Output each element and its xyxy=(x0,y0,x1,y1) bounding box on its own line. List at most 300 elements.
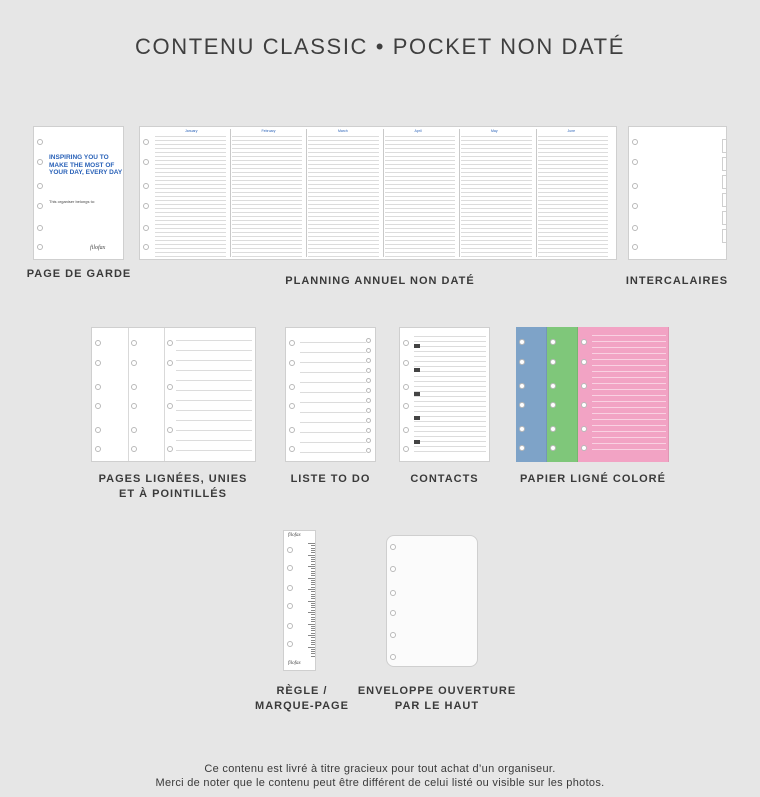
punch-hole xyxy=(403,427,409,433)
pink-ruled-line xyxy=(592,341,666,342)
punch-hole xyxy=(390,544,396,550)
ruler-tick xyxy=(311,633,315,634)
punch-hole xyxy=(131,384,137,390)
planner-row-line xyxy=(538,236,609,237)
planner-row-line xyxy=(385,240,456,241)
contacts-line xyxy=(414,441,486,442)
ruled-line xyxy=(176,410,252,411)
planner-row-line xyxy=(308,204,379,205)
planner-row-line xyxy=(538,156,609,157)
planner-row-line xyxy=(461,204,532,205)
divider-tab xyxy=(722,175,727,189)
divider-tab xyxy=(722,157,727,171)
punch-hole xyxy=(550,383,556,389)
contacts-line xyxy=(414,351,486,352)
punch-hole xyxy=(403,384,409,390)
planner-month-label: April xyxy=(414,129,422,133)
pink-ruled-line xyxy=(592,413,666,414)
planner-row-line xyxy=(385,172,456,173)
planner-row-line xyxy=(232,236,303,237)
ruler-tick xyxy=(311,614,315,615)
planner-column-divider xyxy=(306,129,307,257)
pink-ruled-line xyxy=(592,437,666,438)
planner-row-line xyxy=(385,220,456,221)
ruler-tick xyxy=(311,587,315,588)
planner-row-line xyxy=(155,144,226,145)
planner-row-line xyxy=(155,244,226,245)
pink-ruled-line xyxy=(592,389,666,390)
pink-ruled-line xyxy=(592,347,666,348)
sheet-edge xyxy=(128,328,129,462)
punch-hole xyxy=(632,139,638,145)
planner-row-line xyxy=(308,232,379,233)
ruled-pages-label-line2: ET À POINTILLÉS xyxy=(119,488,227,500)
planner-row-line xyxy=(308,224,379,225)
colored-paper-label: PAPIER LIGNÉ COLORÉ xyxy=(520,473,666,485)
planner-column-divider xyxy=(230,129,231,257)
planner-row-line xyxy=(232,216,303,217)
contacts-line xyxy=(414,401,486,402)
pink-ruled-line xyxy=(592,335,666,336)
punch-hole xyxy=(289,340,295,346)
planner-row-line xyxy=(232,212,303,213)
planner-row-line xyxy=(538,248,609,249)
punch-hole xyxy=(143,244,149,250)
planner-row-line xyxy=(461,244,532,245)
planner-row-line xyxy=(461,240,532,241)
planner-row-line xyxy=(385,244,456,245)
planner-row-line xyxy=(232,168,303,169)
planner-row-line xyxy=(385,192,456,193)
planner-row-line xyxy=(308,156,379,157)
punch-hole xyxy=(550,426,556,432)
planner-row-line xyxy=(308,172,379,173)
planner-row-line xyxy=(385,252,456,253)
pink-ruled-line xyxy=(592,431,666,432)
checkbox-icon xyxy=(366,408,371,413)
planner-row-line xyxy=(461,224,532,225)
todo-line xyxy=(300,432,366,433)
planner-row-line xyxy=(232,140,303,141)
ruler-tick xyxy=(308,647,315,648)
divider-tab xyxy=(722,229,727,243)
pink-ruled-line xyxy=(592,365,666,366)
planner-row-line xyxy=(461,172,532,173)
planner-row-line xyxy=(232,164,303,165)
planner-row-line xyxy=(232,180,303,181)
planner-row-line xyxy=(155,136,226,137)
ruler-tick xyxy=(311,580,315,581)
punch-hole xyxy=(632,203,638,209)
todo-line xyxy=(300,452,366,453)
ruled-line xyxy=(176,340,252,341)
planner-row-line xyxy=(308,188,379,189)
planner-month-label: January xyxy=(185,129,198,133)
todo-line xyxy=(300,342,366,343)
punch-hole xyxy=(550,402,556,408)
ruler-tick xyxy=(311,603,315,604)
planner-row-line xyxy=(461,236,532,237)
planner-row-line xyxy=(538,168,609,169)
planner-row-line xyxy=(538,152,609,153)
planner-row-line xyxy=(155,236,226,237)
ruler-tick xyxy=(311,649,315,650)
contacts-line xyxy=(414,376,486,377)
planner-row-line xyxy=(308,160,379,161)
punch-hole xyxy=(403,340,409,346)
punch-hole xyxy=(37,139,43,145)
planner-row-line xyxy=(461,160,532,161)
planner-row-line xyxy=(538,244,609,245)
checkbox-icon xyxy=(366,378,371,383)
ruler-tick xyxy=(311,628,315,629)
punch-hole xyxy=(581,359,587,365)
punch-hole xyxy=(390,566,396,572)
punch-hole xyxy=(403,403,409,409)
pink-ruled-line xyxy=(592,359,666,360)
punch-hole xyxy=(519,402,525,408)
planner-row-line xyxy=(385,160,456,161)
checkbox-icon xyxy=(366,348,371,353)
contacts-line xyxy=(414,406,486,407)
punch-hole xyxy=(287,623,293,629)
planner-row-line xyxy=(308,248,379,249)
planner-row-line xyxy=(308,180,379,181)
punch-hole xyxy=(143,203,149,209)
ruled-line xyxy=(176,450,252,451)
punch-hole xyxy=(581,339,587,345)
planner-month-label: March xyxy=(338,129,348,133)
punch-hole xyxy=(167,340,173,346)
divider-tab xyxy=(722,193,727,207)
planner-row-line xyxy=(308,184,379,185)
punch-hole xyxy=(95,446,101,452)
punch-hole xyxy=(289,384,295,390)
ruler-tick xyxy=(311,651,315,652)
ruler-tick xyxy=(311,617,315,618)
top-opening-envelope-thumbnail xyxy=(386,535,478,667)
ruler-tick xyxy=(311,653,315,654)
punch-hole xyxy=(519,339,525,345)
ruler-tick xyxy=(311,610,315,611)
planner-row-line xyxy=(232,240,303,241)
planner-row-line xyxy=(155,192,226,193)
punch-hole xyxy=(131,340,137,346)
dividers-thumbnail xyxy=(628,126,727,260)
planner-row-line xyxy=(155,208,226,209)
pink-ruled-line xyxy=(592,407,666,408)
planner-row-line xyxy=(232,152,303,153)
planner-row-line xyxy=(308,200,379,201)
contacts-line xyxy=(414,356,486,357)
ruled-line xyxy=(176,390,252,391)
punch-hole xyxy=(519,426,525,432)
planner-row-line xyxy=(385,168,456,169)
ruler-tick xyxy=(311,591,315,592)
planner-row-line xyxy=(232,148,303,149)
planner-row-line xyxy=(538,224,609,225)
planner-row-line xyxy=(155,164,226,165)
planner-row-line xyxy=(232,248,303,249)
planner-row-line xyxy=(461,152,532,153)
planner-row-line xyxy=(538,204,609,205)
planner-row-line xyxy=(155,172,226,173)
planner-row-line xyxy=(308,220,379,221)
planner-row-line xyxy=(232,196,303,197)
punch-hole xyxy=(289,446,295,452)
contacts-line xyxy=(414,411,486,412)
planner-row-line xyxy=(385,208,456,209)
ruler-bookmark-thumbnail xyxy=(283,530,316,671)
planner-row-line xyxy=(155,156,226,157)
punch-hole xyxy=(95,384,101,390)
ruler-logo-top: filofax xyxy=(288,533,301,538)
planner-row-line xyxy=(308,228,379,229)
planner-row-line xyxy=(538,220,609,221)
planner-month-label: June xyxy=(567,129,576,133)
contacts-entry-marker xyxy=(414,416,420,420)
ruler-tick xyxy=(311,552,315,553)
punch-hole xyxy=(550,359,556,365)
contacts-line xyxy=(414,366,486,367)
planner-row-line xyxy=(538,196,609,197)
planner-row-line xyxy=(155,176,226,177)
planner-row-line xyxy=(385,176,456,177)
planner-row-line xyxy=(385,236,456,237)
planner-row-line xyxy=(308,136,379,137)
envelope-label xyxy=(352,684,522,714)
planner-row-line xyxy=(232,184,303,185)
ruler-tick xyxy=(311,596,315,597)
contacts-line xyxy=(414,386,486,387)
planner-row-line xyxy=(155,228,226,229)
planner-row-line xyxy=(155,180,226,181)
planner-row-line xyxy=(538,160,609,161)
checkbox-icon xyxy=(366,358,371,363)
planner-row-line xyxy=(155,168,226,169)
planner-row-line xyxy=(461,168,532,169)
planner-row-line xyxy=(232,244,303,245)
ruled-pages-thumbnail xyxy=(91,327,256,462)
pink-ruled-line xyxy=(592,449,666,450)
planner-row-line xyxy=(461,176,532,177)
planner-row-line xyxy=(538,184,609,185)
punch-hole xyxy=(37,159,43,165)
annual-planner-thumbnail xyxy=(139,126,617,260)
ruled-line xyxy=(176,430,252,431)
contacts-thumbnail xyxy=(399,327,490,462)
contacts-entry-marker xyxy=(414,392,420,396)
planner-row-line xyxy=(308,252,379,253)
punch-hole xyxy=(519,359,525,365)
ruler-tick xyxy=(311,621,315,622)
planner-row-line xyxy=(461,232,532,233)
pink-ruled-line xyxy=(592,377,666,378)
planner-row-line xyxy=(308,216,379,217)
punch-hole xyxy=(143,225,149,231)
punch-hole xyxy=(131,360,137,366)
checkbox-icon xyxy=(366,428,371,433)
ruler-tick xyxy=(311,548,315,549)
planner-row-line xyxy=(308,148,379,149)
planner-row-line xyxy=(385,148,456,149)
ruler-tick xyxy=(311,637,315,638)
planner-row-line xyxy=(155,212,226,213)
ruler-tick xyxy=(311,561,315,562)
planner-row-line xyxy=(232,156,303,157)
planner-row-line xyxy=(308,212,379,213)
todo-line xyxy=(300,442,366,443)
planner-row-line xyxy=(308,240,379,241)
planner-column-divider xyxy=(536,129,537,257)
planner-row-line xyxy=(461,256,532,257)
planner-row-line xyxy=(538,164,609,165)
ruler-tick xyxy=(311,619,315,620)
planner-row-line xyxy=(461,188,532,189)
planner-row-line xyxy=(155,240,226,241)
planner-row-line xyxy=(461,216,532,217)
ruler-tick xyxy=(311,605,315,606)
planner-row-line xyxy=(232,224,303,225)
planner-row-line xyxy=(385,184,456,185)
ruler-tick xyxy=(308,543,315,544)
ruler-tick xyxy=(311,656,315,657)
pink-ruled-line xyxy=(592,401,666,402)
ruled-line xyxy=(176,440,252,441)
punch-hole xyxy=(632,244,638,250)
planner-row-line xyxy=(155,188,226,189)
punch-hole xyxy=(519,445,525,451)
ruler-tick xyxy=(311,564,315,565)
ruler-tick xyxy=(311,607,315,608)
planner-row-line xyxy=(461,196,532,197)
checkbox-icon xyxy=(366,338,371,343)
contacts-line xyxy=(414,371,486,372)
ruler-tick xyxy=(311,642,315,643)
todo-line xyxy=(300,372,366,373)
ruler-label-line1: RÈGLE / xyxy=(276,685,328,697)
punch-hole xyxy=(632,183,638,189)
contacts-line xyxy=(414,396,486,397)
contacts-entry-marker xyxy=(414,440,420,444)
planner-row-line xyxy=(538,136,609,137)
punch-hole xyxy=(403,446,409,452)
checkbox-icon xyxy=(366,388,371,393)
planner-row-line xyxy=(461,248,532,249)
todo-line xyxy=(300,412,366,413)
planner-row-line xyxy=(155,196,226,197)
ruled-line xyxy=(176,370,252,371)
ruler-tick xyxy=(308,635,315,636)
planner-label: PLANNING ANNUEL NON DATÉ xyxy=(285,275,475,287)
planner-row-line xyxy=(385,224,456,225)
contacts-entry-marker xyxy=(414,368,420,372)
planner-row-line xyxy=(385,156,456,157)
ruler-tick xyxy=(311,640,315,641)
planner-row-line xyxy=(155,220,226,221)
planner-row-line xyxy=(232,136,303,137)
planner-row-line xyxy=(461,136,532,137)
planner-row-line xyxy=(461,252,532,253)
ruler-tick xyxy=(311,598,315,599)
contacts-entry-marker xyxy=(414,344,420,348)
planner-row-line xyxy=(155,204,226,205)
envelope-label-line2: PAR LE HAUT xyxy=(394,700,480,712)
punch-hole xyxy=(390,632,396,638)
punch-hole xyxy=(581,445,587,451)
planner-row-line xyxy=(155,216,226,217)
front-page-subline: This organiser belongs to: xyxy=(49,199,96,204)
contacts-line xyxy=(414,361,486,362)
pink-ruled-line xyxy=(592,395,666,396)
planner-row-line xyxy=(385,228,456,229)
ruler-tick xyxy=(308,578,315,579)
todo-line xyxy=(300,352,366,353)
planner-row-line xyxy=(461,200,532,201)
planner-row-line xyxy=(385,180,456,181)
planner-row-line xyxy=(385,248,456,249)
checkbox-icon xyxy=(366,438,371,443)
pink-ruled-line xyxy=(592,383,666,384)
planner-row-line xyxy=(538,212,609,213)
planner-row-line xyxy=(155,160,226,161)
planner-row-line xyxy=(308,256,379,257)
ruler-tick xyxy=(311,550,315,551)
planner-row-line xyxy=(308,176,379,177)
planner-row-line xyxy=(538,256,609,257)
planner-row-line xyxy=(232,176,303,177)
ruler-tick xyxy=(308,555,315,556)
planner-row-line xyxy=(538,176,609,177)
planner-row-line xyxy=(461,184,532,185)
punch-hole xyxy=(403,360,409,366)
planner-row-line xyxy=(385,188,456,189)
planner-column-divider xyxy=(383,129,384,257)
ruler-tick xyxy=(311,575,315,576)
contacts-line xyxy=(414,426,486,427)
ruled-line xyxy=(176,420,252,421)
footer-line1: Ce contenu est livré à titre gracieux pour tout achat d’un organiseur. xyxy=(204,763,556,775)
contacts-line xyxy=(414,391,486,392)
contacts-line xyxy=(414,421,486,422)
planner-row-line xyxy=(538,148,609,149)
planner-row-line xyxy=(385,136,456,137)
ruled-line xyxy=(176,360,252,361)
contacts-line xyxy=(414,416,486,417)
ruler-tick xyxy=(311,644,315,645)
planner-row-line xyxy=(385,200,456,201)
planner-row-line xyxy=(232,144,303,145)
punch-hole xyxy=(632,159,638,165)
footer-note xyxy=(0,762,760,790)
contacts-line xyxy=(414,446,486,447)
ruler-tick xyxy=(308,612,315,613)
front-page-headline: INSPIRING YOU TO MAKE THE MOST OF YOUR DAY, EVERY DAY xyxy=(49,154,123,176)
todo-line xyxy=(300,402,366,403)
punch-hole xyxy=(581,402,587,408)
todo-line xyxy=(300,382,366,383)
planner-row-line xyxy=(461,180,532,181)
pink-ruled-line xyxy=(592,443,666,444)
planner-column-divider xyxy=(459,129,460,257)
planner-row-line xyxy=(538,208,609,209)
planner-row-line xyxy=(385,256,456,257)
pink-ruled-line xyxy=(592,371,666,372)
punch-hole xyxy=(519,383,525,389)
punch-hole xyxy=(95,360,101,366)
checkbox-icon xyxy=(366,368,371,373)
planner-row-line xyxy=(538,192,609,193)
